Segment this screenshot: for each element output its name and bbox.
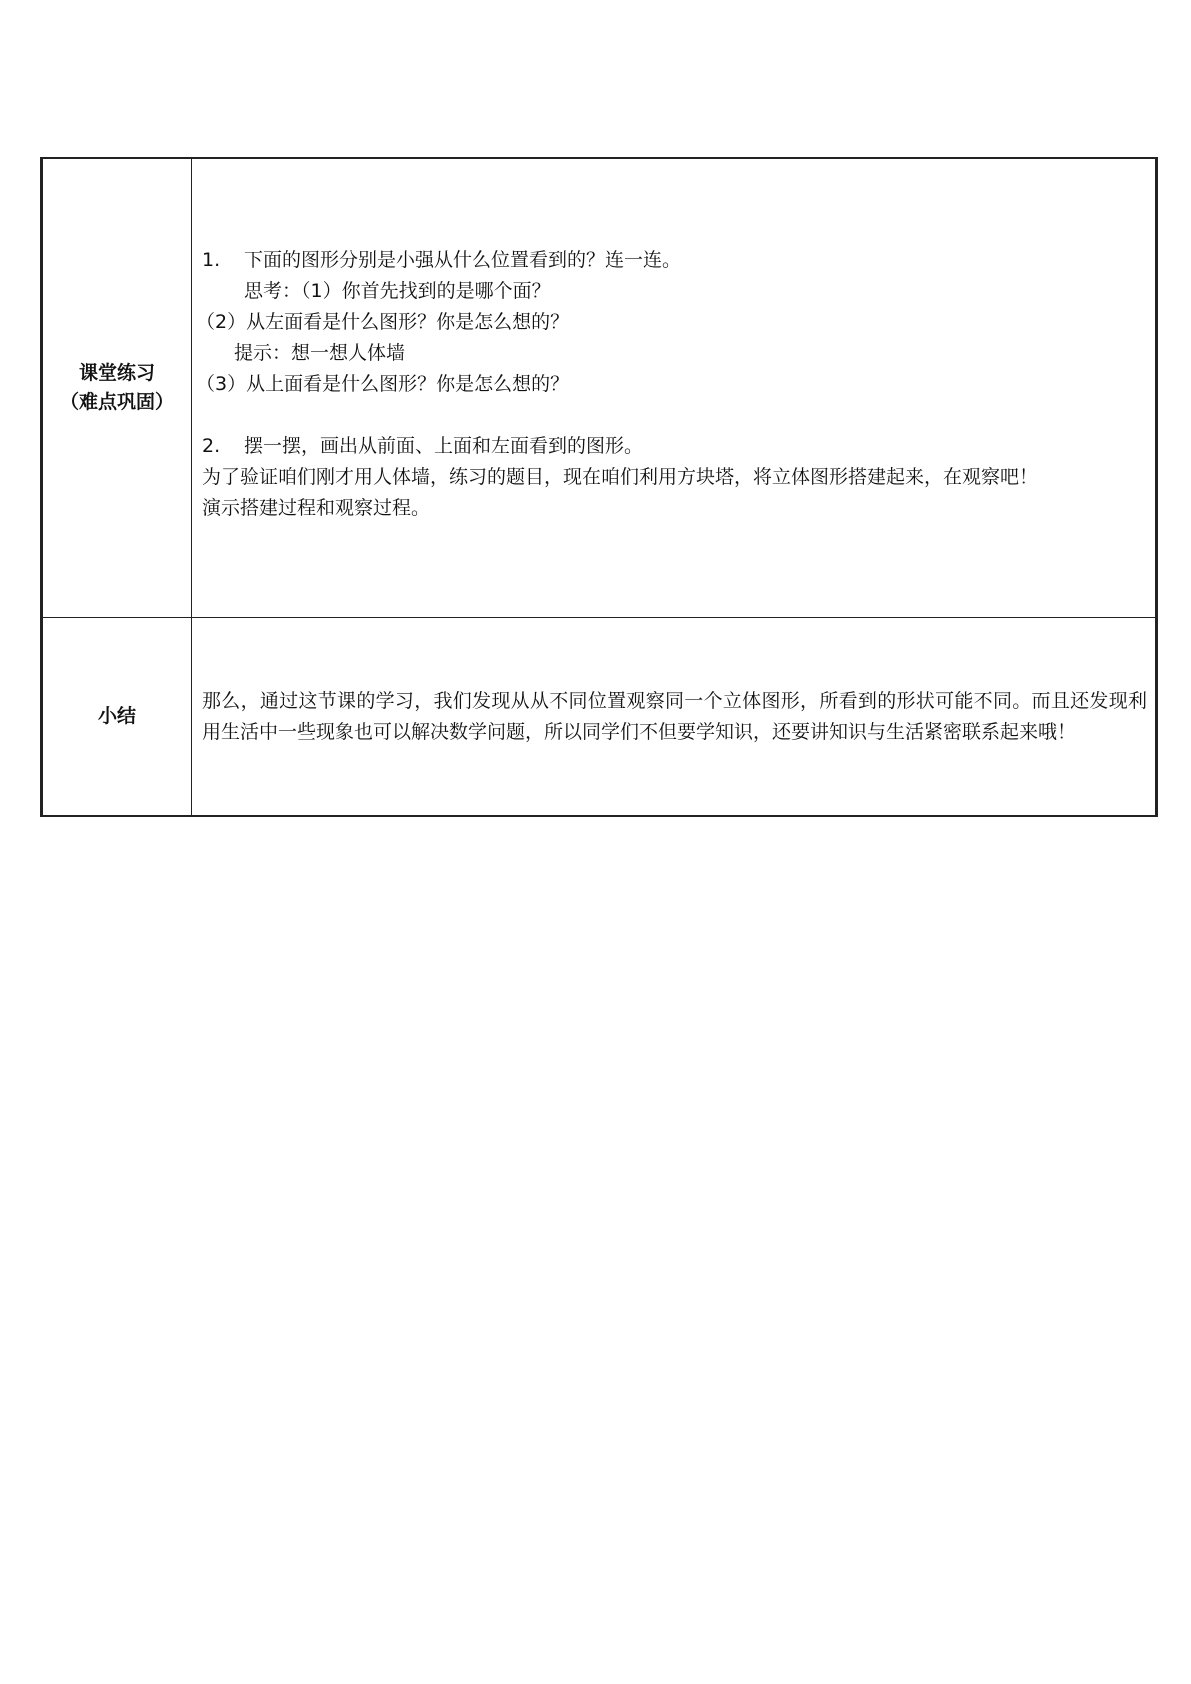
think-prompt-2: （2）从左面看是什么图形？你是怎么想的？ [196,311,570,333]
summary-row [42,618,1157,817]
hint-text: 提示：想一想人体墙 [234,342,406,364]
think-prompt-1: 思考：（1）你首先找到的是哪个面？ [244,280,551,302]
question-1 [202,245,1147,276]
summary-text: 那么，通过这节课的学习，我们发现从从不同位置观察同一个立体图形，所看到的形状可能不同。而且还发现利用生活中一些现象也可以解决数学问题，所以同学们不但要学知识，还要讲知识与生活紧密联系起来哦！ [202,689,1147,743]
summary-label: 小结 [97,705,136,727]
practice-content-cell [192,158,1157,618]
question-1-number: 1. [202,249,221,271]
practice-label-cell [42,158,192,618]
practice-content [196,159,1147,617]
practice-row [42,158,1157,618]
summary-label-cell [42,618,192,817]
practice-sublabel: （难点巩固） [59,391,174,413]
summary-content-cell [192,618,1157,817]
question-2-text: 摆一摆，画出从前面、上面和左面看到的图形。 [244,435,644,457]
question-1-text: 下面的图形分别是小强从什么位置看到的？连一连。 [244,249,682,271]
think-prompt-3: （3）从上面看是什么图形？你是怎么想的？ [196,373,570,395]
lesson-plan-table [40,157,1158,817]
question-2-demo: 演示搭建过程和观察过程。 [202,497,431,519]
question-2-number: 2. [202,435,221,457]
question-2-detail: 为了验证咱们刚才用人体墙，练习的题目，现在咱们利用方块塔，将立体图形搭建起来，在观察吧！ [202,466,1039,488]
practice-label: 课堂练习 [78,362,155,384]
question-2 [202,431,1147,462]
spacer [202,400,1147,431]
